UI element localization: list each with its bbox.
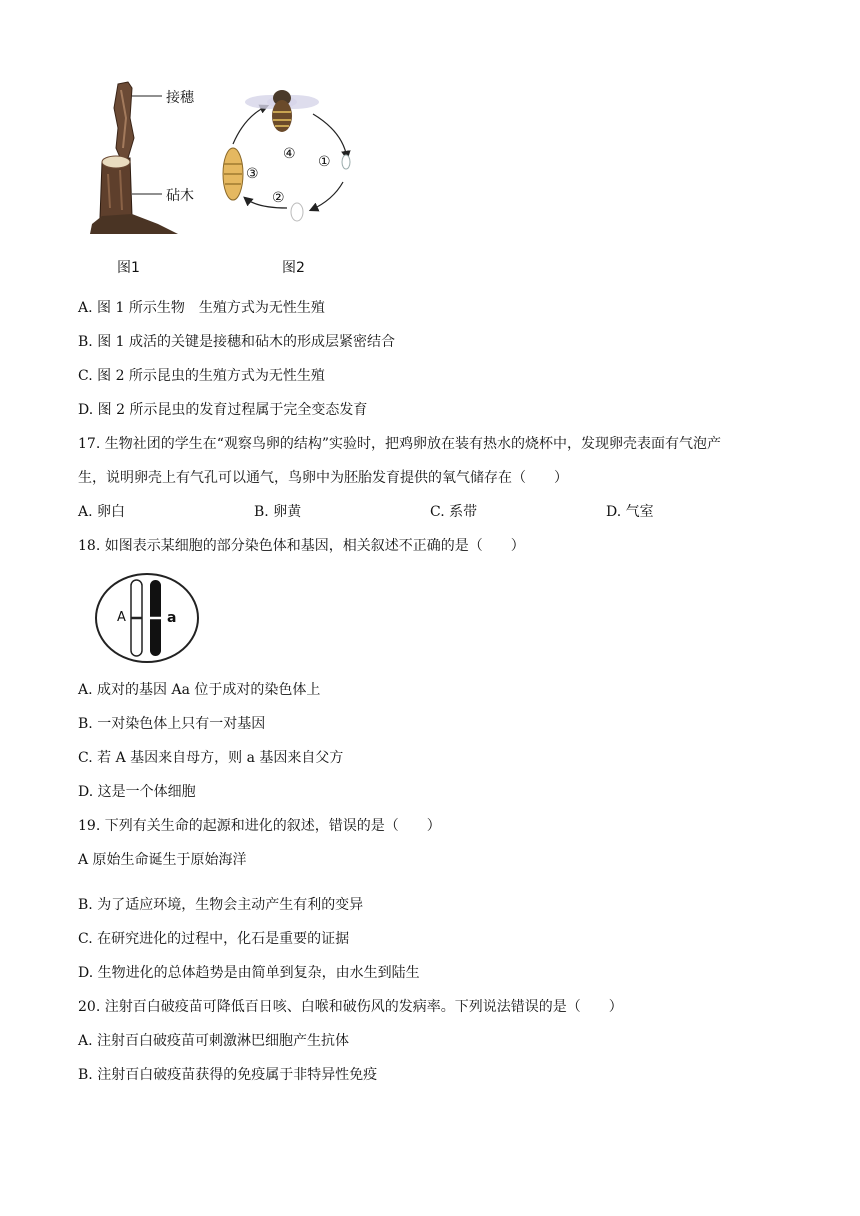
q20-option-a: A. 注射百白破疫苗可刺激淋巴细胞产生抗体 <box>78 1033 350 1049</box>
q17-options <box>78 502 798 522</box>
stage-1-label: ① <box>318 154 331 170</box>
q18-option-c: C. 若 A 基因来自母方，则 a 基因来自父方 <box>78 750 344 766</box>
q19-stem: 19. 下列有关生命的起源和进化的叙述，错误的是（ ） <box>78 818 441 834</box>
figure2-caption: 图2 <box>282 260 305 276</box>
q17-stem-line1: 17. 生物社团的学生在“观察鸟卵的结构”实验时，把鸡卵放在装有热水的烧杯中，发现卵壳表面有气泡产 <box>78 436 722 452</box>
stage-2-label: ② <box>272 190 285 206</box>
q19-option-d: D. 生物进化的总体趋势是由简单到复杂，由水生到陆生 <box>78 965 420 981</box>
figure1-grafting-illustration <box>88 78 213 238</box>
q17-option-c: C. 系带 <box>430 504 478 520</box>
q16-option-a: A. 图 1 所示生物 生殖方式为无性生殖 <box>78 300 325 316</box>
q16-option-c: C. 图 2 所示昆虫的生殖方式为无性生殖 <box>78 368 325 384</box>
gene-A-label: A <box>117 610 126 625</box>
q16-option-d: D. 图 2 所示昆虫的发育过程属于完全变态发育 <box>78 402 368 418</box>
q16-option-b: B. 图 1 成活的关键是接穗和砧木的形成层紧密结合 <box>78 334 395 350</box>
q17-stem-line2: 生，说明卵壳上有气孔可以通气，鸟卵中为胚胎发育提供的氧气储存在（ ） <box>78 470 568 486</box>
q17-option-d: D. 气室 <box>606 504 654 520</box>
q18-option-a: A. 成对的基因 Aa 位于成对的染色体上 <box>78 682 321 698</box>
stage-3-label: ③ <box>246 166 259 182</box>
q17-option-a: A. 卵白 <box>78 504 126 520</box>
q18-option-d: D. 这是一个体细胞 <box>78 784 196 800</box>
figure1-caption: 图1 <box>117 260 140 276</box>
label-rootstock: 砧木 <box>166 188 194 204</box>
gene-a-label: a <box>167 610 177 626</box>
label-scion: 接穗 <box>166 90 194 106</box>
q17-option-b: B. 卵黄 <box>254 504 302 520</box>
q18-option-b: B. 一对染色体上只有一对基因 <box>78 716 266 732</box>
q20-option-b: B. 注射百白破疫苗获得的免疫属于非特异性免疫 <box>78 1067 378 1083</box>
stage-4-label: ④ <box>283 146 296 162</box>
q19-option-a: A 原始生命诞生于原始海洋 <box>78 852 247 868</box>
chromosome-pair-diagram <box>94 572 200 664</box>
q18-stem: 18. 如图表示某细胞的部分染色体和基因，相关叙述不正确的是（ ） <box>78 538 525 554</box>
q19-option-c: C. 在研究进化的过程中，化石是重要的证据 <box>78 931 350 947</box>
q20-stem: 20. 注射百白破疫苗可降低百日咳、白喉和破伤风的发病率。下列说法错误的是（ ） <box>78 999 623 1015</box>
q19-option-b: B. 为了适应环境，生物会主动产生有利的变异 <box>78 897 364 913</box>
